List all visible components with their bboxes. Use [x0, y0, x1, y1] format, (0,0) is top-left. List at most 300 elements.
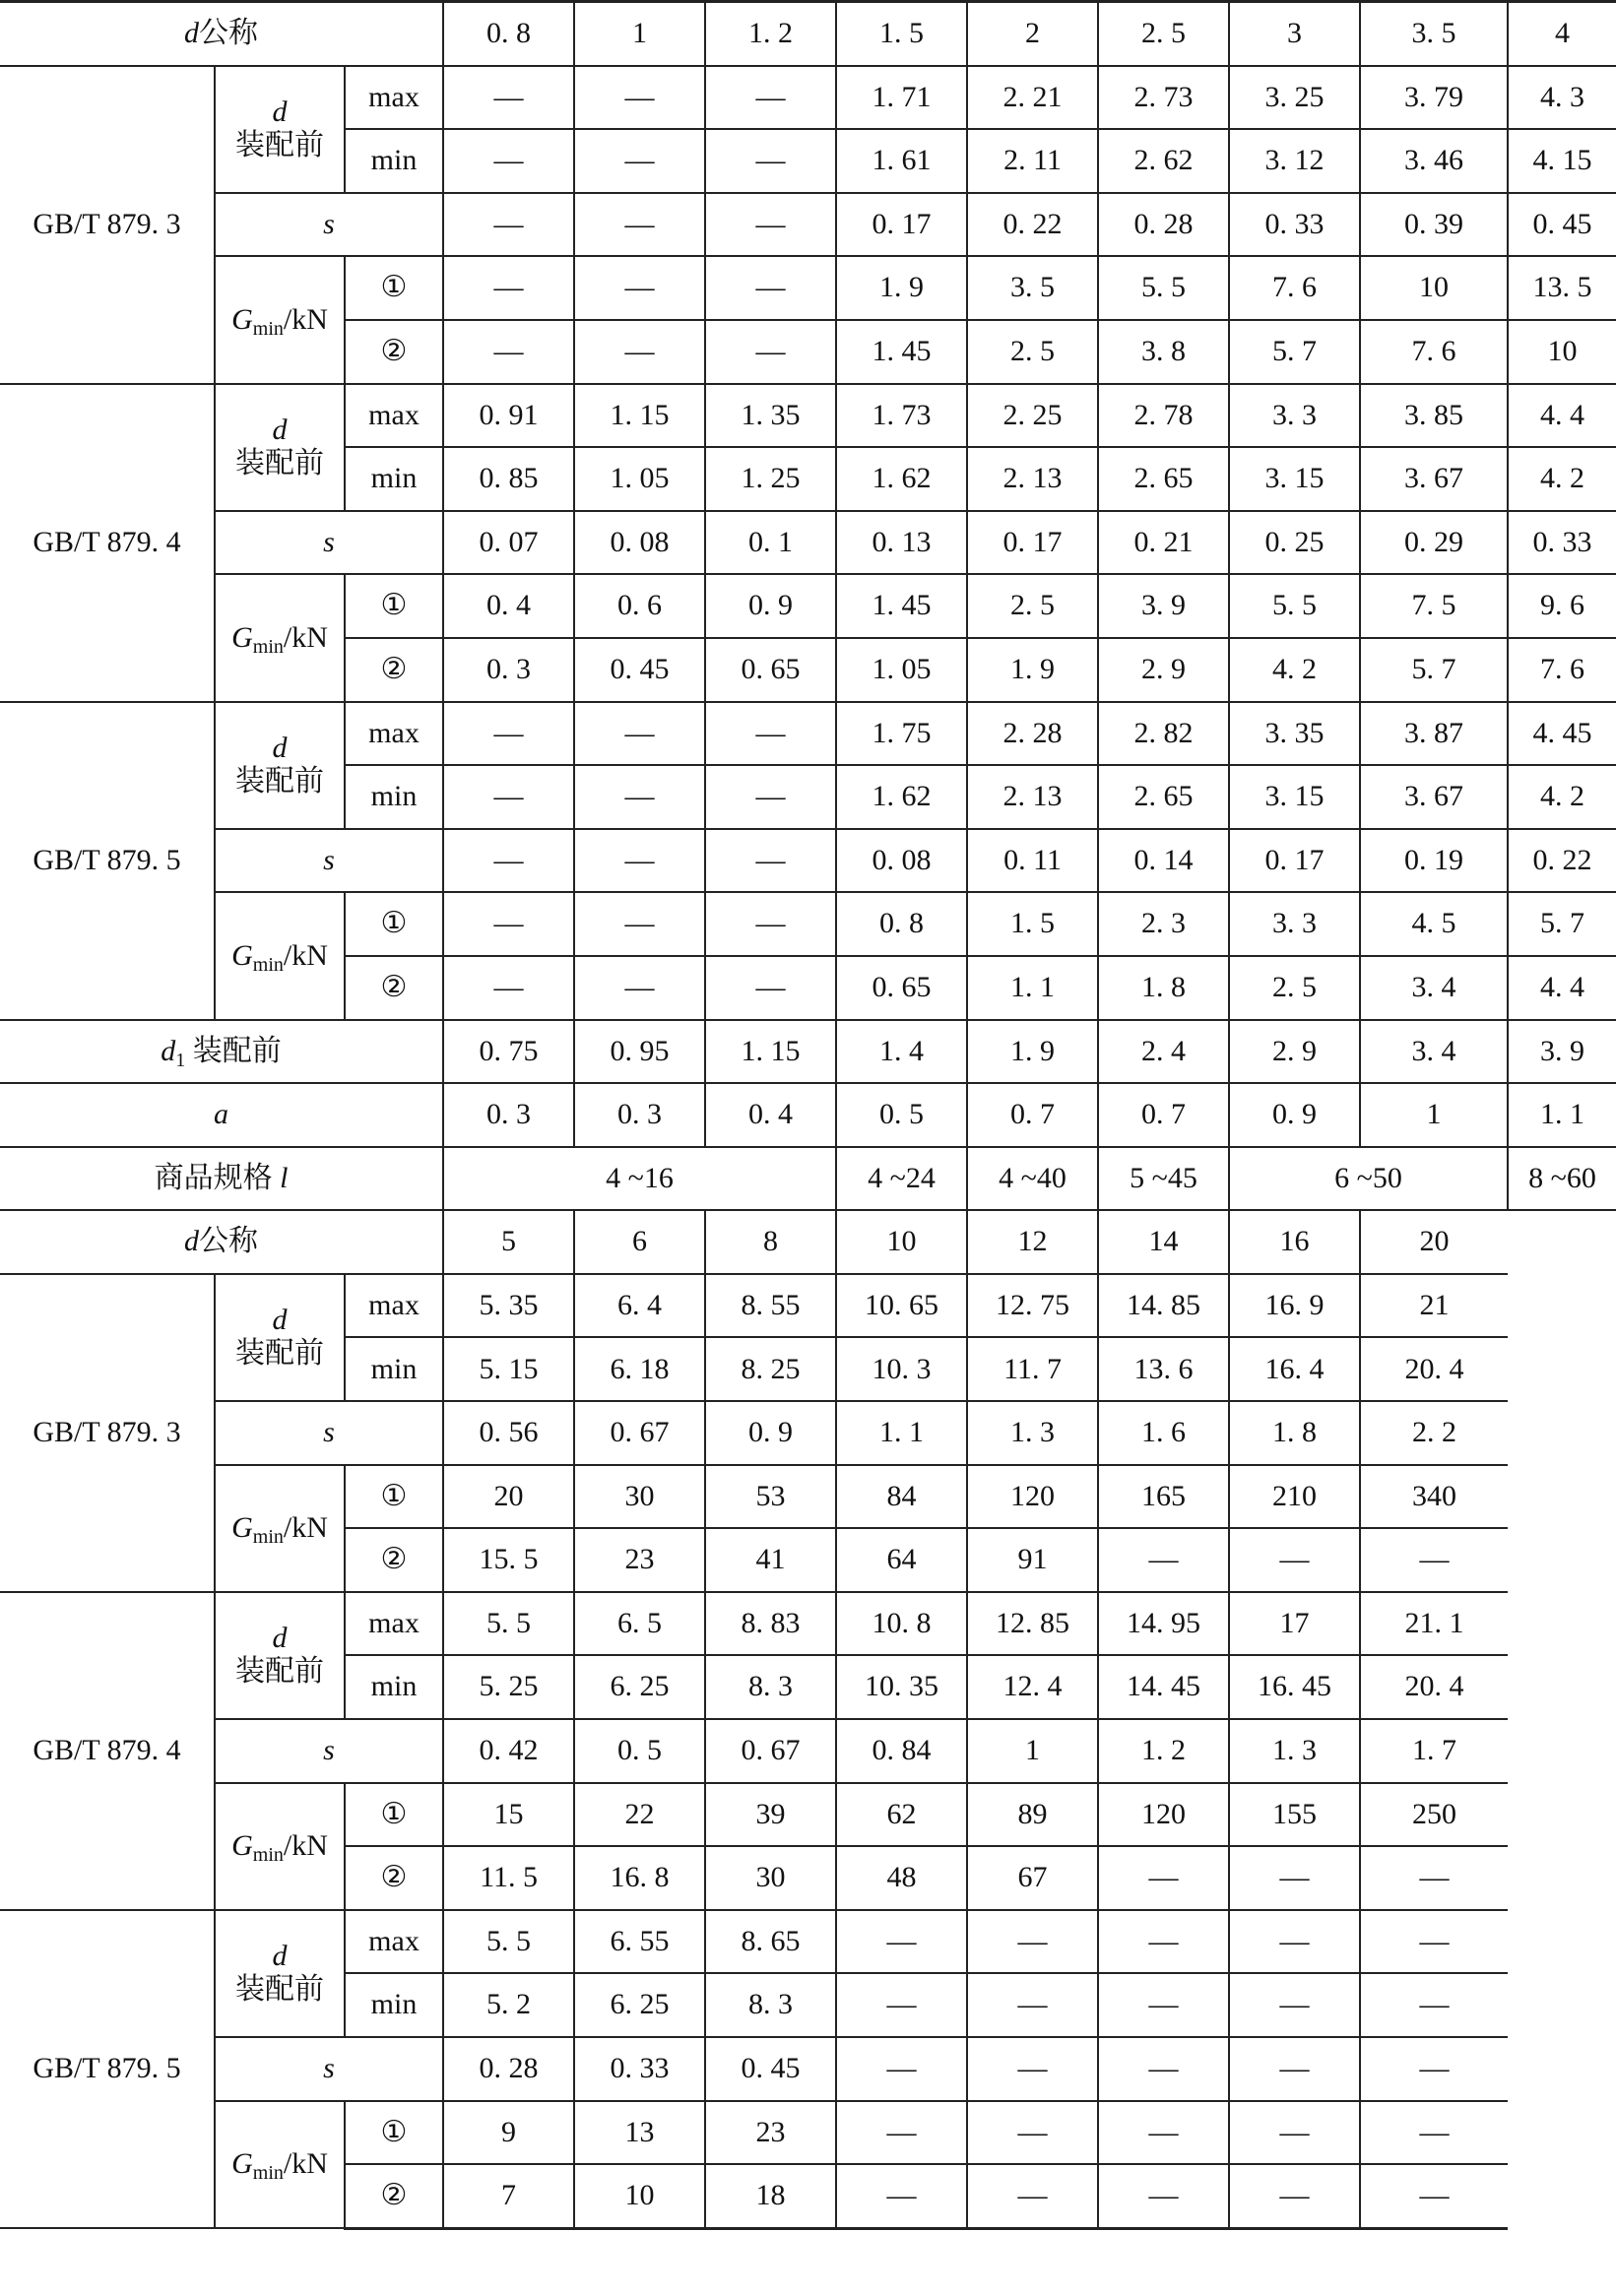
s-cell: — — [836, 2037, 967, 2101]
shear-plane-1-marker: ① — [345, 574, 443, 638]
g-unit: /kN — [283, 1511, 328, 1544]
d-before-assembly-label — [215, 66, 345, 193]
dmax-cell: 12. 75 — [967, 1274, 1098, 1338]
length-cell: 8 ~60 — [1508, 1147, 1616, 1211]
dmin-cell: 6. 18 — [574, 1337, 705, 1401]
g-symbol: G — [231, 620, 253, 654]
dmax-cell: 16. 9 — [1229, 1274, 1360, 1338]
g1-cell: 1. 9 — [836, 256, 967, 320]
a-cell: 0. 3 — [574, 1083, 705, 1147]
g-symbol: G — [231, 938, 253, 972]
g-symbol: G — [231, 1511, 253, 1544]
nominal-cell: 3 — [1229, 2, 1360, 66]
d-symbol: d — [272, 413, 288, 446]
g-unit: /kN — [283, 620, 328, 654]
g1-cell: 20 — [443, 1465, 574, 1529]
shear-plane-2-marker: ② — [345, 320, 443, 384]
g2-cell: 41 — [705, 1528, 836, 1592]
nominal-row — [0, 2, 1616, 66]
dmax-cell: — — [836, 1910, 967, 1974]
s-cell: 0. 84 — [836, 1719, 967, 1783]
dmin-cell: 2. 65 — [1098, 447, 1229, 511]
s-cell: — — [1229, 2037, 1360, 2101]
g-symbol: G — [231, 1828, 253, 1862]
shear-plane-1-marker: ① — [345, 2101, 443, 2165]
g-min-label: $G_{min}/kN$ — [215, 256, 345, 383]
g1-cell: 7. 6 — [1229, 256, 1360, 320]
dmax-row — [0, 66, 1616, 130]
a-cell: 0. 5 — [836, 1083, 967, 1147]
g2-cell: 4. 2 — [1229, 638, 1360, 702]
dmin-cell: 1. 62 — [836, 447, 967, 511]
a-cell: 1 — [1360, 1083, 1508, 1147]
nominal-cell: 5 — [443, 1210, 574, 1274]
length-cell: 4 ~24 — [836, 1147, 967, 1211]
g2-cell: — — [443, 320, 574, 384]
g1-cell: 53 — [705, 1465, 836, 1529]
g1-cell: 13 — [574, 2101, 705, 2165]
nominal-cell: 1. 2 — [705, 2, 836, 66]
s-cell: 1. 3 — [967, 1401, 1098, 1465]
s-cell: 0. 22 — [967, 193, 1098, 257]
g2-cell: 0. 65 — [836, 956, 967, 1020]
dmax-cell: 1. 73 — [836, 384, 967, 448]
dmin-cell: — — [574, 129, 705, 193]
d-symbol: d — [184, 17, 199, 50]
g-min-label: $G_{min}/kN$ — [215, 1465, 345, 1592]
length-cell: 4 ~40 — [967, 1147, 1098, 1211]
d-before-assembly-label — [215, 1274, 345, 1401]
g2-cell: 1. 45 — [836, 320, 967, 384]
gmin-1-row — [0, 1783, 1616, 1847]
s-cell: — — [443, 193, 574, 257]
dmin-cell: 3. 67 — [1360, 447, 1508, 511]
d-nominal-label — [0, 2, 443, 66]
g2-cell: — — [1098, 1528, 1229, 1592]
g1-cell: 7. 5 — [1360, 574, 1508, 638]
a-cell: 0. 7 — [1098, 1083, 1229, 1147]
standard-label: GB/T 879. 4 — [0, 1592, 215, 1910]
dmax-cell: 1. 15 — [574, 384, 705, 448]
a-row — [0, 1083, 1616, 1147]
g-unit: /kN — [283, 1828, 328, 1862]
g2-cell: — — [574, 956, 705, 1020]
g1-cell: 13. 5 — [1508, 256, 1616, 320]
dmin-cell: 20. 4 — [1360, 1655, 1508, 1719]
nominal-cell: 1. 5 — [836, 2, 967, 66]
nominal-cell: 16 — [1229, 1210, 1360, 1274]
dmax-cell: 14. 85 — [1098, 1274, 1229, 1338]
g1-cell: 155 — [1229, 1783, 1360, 1847]
dmax-cell: 3. 85 — [1360, 384, 1508, 448]
g2-cell: 30 — [705, 1846, 836, 1910]
g2-cell: — — [836, 2164, 967, 2228]
g2-cell: 48 — [836, 1846, 967, 1910]
dmax-cell: 4. 3 — [1508, 66, 1616, 130]
s-cell: 0. 28 — [1098, 193, 1229, 257]
dmin-cell: 0. 85 — [443, 447, 574, 511]
length-cell: 4 ~16 — [443, 1147, 836, 1211]
length-cell: 6 ~50 — [1229, 1147, 1508, 1211]
dmin-cell: 2. 62 — [1098, 129, 1229, 193]
g2-cell: 7 — [443, 2164, 574, 2228]
dmin-cell: 12. 4 — [967, 1655, 1098, 1719]
dmax-cell: 6. 5 — [574, 1592, 705, 1656]
dmin-cell: 14. 45 — [1098, 1655, 1229, 1719]
before-assembly-text: 装配前 — [235, 129, 324, 162]
g2-cell: 5. 7 — [1360, 638, 1508, 702]
g1-cell: 5. 5 — [1229, 574, 1360, 638]
g1-cell: 1. 45 — [836, 574, 967, 638]
dmin-cell: 5. 25 — [443, 1655, 574, 1719]
s-cell: 0. 9 — [705, 1401, 836, 1465]
g1-cell: 250 — [1360, 1783, 1508, 1847]
g1-cell: 5. 5 — [1098, 256, 1229, 320]
d-symbol: d — [272, 1303, 288, 1336]
g2-cell: 1. 9 — [967, 638, 1098, 702]
g1-cell: 0. 8 — [836, 892, 967, 956]
dmax-cell: 14. 95 — [1098, 1592, 1229, 1656]
nominal-cell: 0. 8 — [443, 2, 574, 66]
g1-cell: — — [443, 256, 574, 320]
dmin-cell: 16. 45 — [1229, 1655, 1360, 1719]
max-label: max — [345, 66, 443, 130]
s-cell: — — [1098, 2037, 1229, 2101]
dmin-cell: — — [1360, 1973, 1508, 2037]
dmax-cell: 0. 91 — [443, 384, 574, 448]
dmin-cell: 8. 25 — [705, 1337, 836, 1401]
s-cell: — — [1360, 2037, 1508, 2101]
g1-cell: 165 — [1098, 1465, 1229, 1529]
dmin-cell: 1. 05 — [574, 447, 705, 511]
g-min-label: $G_{min}/kN$ — [215, 892, 345, 1019]
g1-cell: 3. 3 — [1229, 892, 1360, 956]
g-min-label: $G_{min}/kN$ — [215, 1783, 345, 1910]
g1-cell: 1. 5 — [967, 892, 1098, 956]
max-label: max — [345, 1592, 443, 1656]
s-cell: — — [574, 193, 705, 257]
g-symbol: G — [231, 302, 253, 336]
g1-cell: 15 — [443, 1783, 574, 1847]
dmin-cell: — — [836, 1973, 967, 2037]
dmax-cell: — — [443, 702, 574, 766]
dmax-cell: 3. 87 — [1360, 702, 1508, 766]
g2-cell: 3. 8 — [1098, 320, 1229, 384]
s-cell: 0. 17 — [836, 193, 967, 257]
s-row — [0, 2037, 1616, 2101]
s-row — [0, 829, 1616, 893]
dmin-cell: 5. 2 — [443, 1973, 574, 2037]
max-label: max — [345, 1910, 443, 1974]
g1-cell: 0. 4 — [443, 574, 574, 638]
g2-cell: 0. 3 — [443, 638, 574, 702]
g1-cell: 9. 6 — [1508, 574, 1616, 638]
dmin-cell: 4. 15 — [1508, 129, 1616, 193]
g2-cell: 5. 7 — [1229, 320, 1360, 384]
dmin-cell: 3. 12 — [1229, 129, 1360, 193]
shear-plane-1-marker: ① — [345, 1465, 443, 1529]
g-min-label: $G_{min}/kN$ — [215, 2101, 345, 2229]
shear-plane-2-marker: ② — [345, 1528, 443, 1592]
g2-cell: — — [1229, 2164, 1360, 2228]
g2-cell: 64 — [836, 1528, 967, 1592]
dmax-cell: — — [705, 66, 836, 130]
dmin-cell: 13. 6 — [1098, 1337, 1229, 1401]
dmin-cell: — — [1229, 1973, 1360, 2037]
dmax-cell: 6. 4 — [574, 1274, 705, 1338]
g2-cell: — — [1098, 1846, 1229, 1910]
nominal-cell: 20 — [1360, 1210, 1508, 1274]
dmin-cell: — — [443, 765, 574, 829]
g2-cell: — — [1360, 2164, 1508, 2228]
d1-label: $d_1$ 装配前 — [0, 1020, 443, 1084]
dmax-row — [0, 1910, 1616, 1974]
commercial-length-label — [0, 1147, 443, 1211]
dmax-cell: 4. 4 — [1508, 384, 1616, 448]
g1-cell: — — [836, 2101, 967, 2165]
d1-cell: 1. 4 — [836, 1020, 967, 1084]
dmin-cell: 11. 7 — [967, 1337, 1098, 1401]
dmax-cell: — — [1360, 1910, 1508, 1974]
before-assembly-text: 装配前 — [235, 765, 324, 798]
d1-row — [0, 1020, 1616, 1084]
shear-plane-2-marker: ② — [345, 956, 443, 1020]
s-label: s — [215, 193, 443, 257]
standard-label: GB/T 879. 3 — [0, 66, 215, 384]
dmin-cell: 3. 15 — [1229, 447, 1360, 511]
dmax-cell: 8. 83 — [705, 1592, 836, 1656]
g1-cell: 39 — [705, 1783, 836, 1847]
dmax-cell: 3. 25 — [1229, 66, 1360, 130]
s-cell: 0. 11 — [967, 829, 1098, 893]
dmax-cell: 2. 82 — [1098, 702, 1229, 766]
max-label: max — [345, 702, 443, 766]
dmin-cell: 1. 25 — [705, 447, 836, 511]
g1-cell: 120 — [1098, 1783, 1229, 1847]
dmin-cell: — — [705, 765, 836, 829]
s-cell: 0. 67 — [574, 1401, 705, 1465]
d-symbol: d — [272, 731, 288, 764]
s-cell: — — [705, 829, 836, 893]
dmax-cell: 5. 5 — [443, 1592, 574, 1656]
dmax-cell: 8. 55 — [705, 1274, 836, 1338]
dmin-cell: 1. 61 — [836, 129, 967, 193]
dmin-cell: 10. 35 — [836, 1655, 967, 1719]
dmax-cell: 5. 35 — [443, 1274, 574, 1338]
d1-cell: 1. 15 — [705, 1020, 836, 1084]
s-cell: 1. 1 — [836, 1401, 967, 1465]
nominal-row — [0, 1210, 1616, 1274]
nominal-cell: 12 — [967, 1210, 1098, 1274]
s-cell: 0. 33 — [1229, 193, 1360, 257]
g-min-label: $G_{min}/kN$ — [215, 574, 345, 701]
d1-cell: 0. 75 — [443, 1020, 574, 1084]
dmin-cell: 20. 4 — [1360, 1337, 1508, 1401]
d-before-assembly-label — [215, 1592, 345, 1719]
s-cell: 0. 33 — [1508, 511, 1616, 575]
dmax-cell: 1. 35 — [705, 384, 836, 448]
g2-cell: 7. 6 — [1508, 638, 1616, 702]
dmin-cell: 3. 67 — [1360, 765, 1508, 829]
standard-label: GB/T 879. 5 — [0, 1910, 215, 2228]
nominal-cell: 2 — [967, 2, 1098, 66]
dmax-cell: — — [574, 66, 705, 130]
g1-cell: — — [705, 892, 836, 956]
dmax-cell: — — [967, 1910, 1098, 1974]
g1-cell: 0. 6 — [574, 574, 705, 638]
dmax-row — [0, 384, 1616, 448]
s-cell: — — [443, 829, 574, 893]
g1-cell: 210 — [1229, 1465, 1360, 1529]
g1-cell: 89 — [967, 1783, 1098, 1847]
dmin-cell: 3. 15 — [1229, 765, 1360, 829]
g1-cell: 62 — [836, 1783, 967, 1847]
shear-plane-1-marker: ① — [345, 892, 443, 956]
gmin-1-row — [0, 2101, 1616, 2165]
s-cell: 1 — [967, 1719, 1098, 1783]
g2-cell: — — [1098, 2164, 1229, 2228]
before-assembly-text: 装配前 — [235, 1337, 324, 1371]
dmax-cell: 3. 3 — [1229, 384, 1360, 448]
dmax-cell: 8. 65 — [705, 1910, 836, 1974]
g2-cell: — — [1229, 1846, 1360, 1910]
dmin-cell: 6. 25 — [574, 1973, 705, 2037]
dmax-cell: — — [705, 702, 836, 766]
g1-cell: 23 — [705, 2101, 836, 2165]
g1-cell: 9 — [443, 2101, 574, 2165]
g2-cell: 2. 5 — [1229, 956, 1360, 1020]
g1-cell: 5. 7 — [1508, 892, 1616, 956]
l-symbol: l — [280, 1161, 289, 1194]
g1-cell: — — [705, 256, 836, 320]
g1-cell: 4. 5 — [1360, 892, 1508, 956]
dmin-cell: 2. 13 — [967, 765, 1098, 829]
a-cell: 0. 4 — [705, 1083, 836, 1147]
g1-cell: — — [1098, 2101, 1229, 2165]
s-cell: 0. 19 — [1360, 829, 1508, 893]
nominal-text: 公称 — [199, 1225, 258, 1258]
g2-cell: 4. 4 — [1508, 956, 1616, 1020]
s-cell: 0. 39 — [1360, 193, 1508, 257]
d-symbol: d — [272, 95, 288, 128]
min-label: min — [345, 447, 443, 511]
s-label: s — [215, 511, 443, 575]
g2-cell: — — [443, 956, 574, 1020]
s-cell: 0. 08 — [836, 829, 967, 893]
dmax-cell: 2. 25 — [967, 384, 1098, 448]
dmax-cell: 1. 75 — [836, 702, 967, 766]
s-cell: — — [574, 829, 705, 893]
d1-text: 装配前 — [185, 1034, 282, 1067]
s-cell: 0. 14 — [1098, 829, 1229, 893]
dmin-cell: 5. 15 — [443, 1337, 574, 1401]
dmax-cell: 2. 21 — [967, 66, 1098, 130]
dmax-cell: 3. 79 — [1360, 66, 1508, 130]
s-cell: 0. 45 — [705, 2037, 836, 2101]
dmin-cell: — — [443, 129, 574, 193]
s-cell: — — [967, 2037, 1098, 2101]
s-row — [0, 193, 1616, 257]
s-cell: 0. 28 — [443, 2037, 574, 2101]
dmax-cell: 21 — [1360, 1274, 1508, 1338]
g-unit: /kN — [283, 938, 328, 972]
g2-cell: 0. 45 — [574, 638, 705, 702]
g-unit: /kN — [283, 302, 328, 336]
s-cell: 0. 07 — [443, 511, 574, 575]
dmax-cell: — — [574, 702, 705, 766]
g1-cell: 120 — [967, 1465, 1098, 1529]
g1-cell: — — [1360, 2101, 1508, 2165]
s-label: s — [215, 1719, 443, 1783]
d1-symbol: d — [161, 1034, 176, 1067]
g1-cell: 3. 9 — [1098, 574, 1229, 638]
min-label: min — [345, 1973, 443, 2037]
g2-cell: — — [1360, 1528, 1508, 1592]
shear-plane-1-marker: ① — [345, 1783, 443, 1847]
min-label: min — [345, 765, 443, 829]
a-cell: 0. 9 — [1229, 1083, 1360, 1147]
s-cell: 1. 2 — [1098, 1719, 1229, 1783]
g1-cell: 0. 9 — [705, 574, 836, 638]
g2-cell: 11. 5 — [443, 1846, 574, 1910]
s-row — [0, 1719, 1616, 1783]
g2-cell: 10 — [1508, 320, 1616, 384]
d-nominal-label — [0, 1210, 443, 1274]
d-symbol: d — [184, 1225, 199, 1258]
dmax-cell: 4. 45 — [1508, 702, 1616, 766]
g-unit: /kN — [283, 2147, 328, 2181]
s-cell: 2. 2 — [1360, 1401, 1508, 1465]
g2-cell: 16. 8 — [574, 1846, 705, 1910]
gmin-1-row — [0, 574, 1616, 638]
s-cell: 0. 56 — [443, 1401, 574, 1465]
before-assembly-text: 装配前 — [235, 447, 324, 480]
gmin-1-row — [0, 892, 1616, 956]
g-symbol: G — [231, 2147, 253, 2181]
max-label: max — [345, 1274, 443, 1338]
g2-cell: — — [1229, 1528, 1360, 1592]
s-cell: 0. 33 — [574, 2037, 705, 2101]
dmax-row — [0, 702, 1616, 766]
dmin-cell: 2. 65 — [1098, 765, 1229, 829]
dmax-cell: — — [1229, 1910, 1360, 1974]
s-cell: — — [705, 193, 836, 257]
s-cell: 0. 21 — [1098, 511, 1229, 575]
s-cell: 1. 8 — [1229, 1401, 1360, 1465]
before-assembly-text: 装配前 — [235, 1973, 324, 2007]
shear-plane-2-marker: ② — [345, 638, 443, 702]
d1-cell: 2. 4 — [1098, 1020, 1229, 1084]
s-cell: 1. 3 — [1229, 1719, 1360, 1783]
max-label: max — [345, 384, 443, 448]
dmax-cell: 2. 73 — [1098, 66, 1229, 130]
a-cell: 0. 7 — [967, 1083, 1098, 1147]
dmax-cell: 1. 71 — [836, 66, 967, 130]
standard-label: GB/T 879. 3 — [0, 1274, 215, 1592]
d1-cell: 1. 9 — [967, 1020, 1098, 1084]
d-before-assembly-label — [215, 702, 345, 829]
s-cell: 1. 7 — [1360, 1719, 1508, 1783]
g2-cell: — — [1360, 1846, 1508, 1910]
a-cell: 1. 1 — [1508, 1083, 1616, 1147]
dmin-cell: 16. 4 — [1229, 1337, 1360, 1401]
g1-cell: 10 — [1360, 256, 1508, 320]
g2-cell: — — [574, 320, 705, 384]
g2-cell: — — [705, 320, 836, 384]
dmin-cell: 2. 11 — [967, 129, 1098, 193]
dmin-cell: 3. 46 — [1360, 129, 1508, 193]
g2-cell: 3. 4 — [1360, 956, 1508, 1020]
